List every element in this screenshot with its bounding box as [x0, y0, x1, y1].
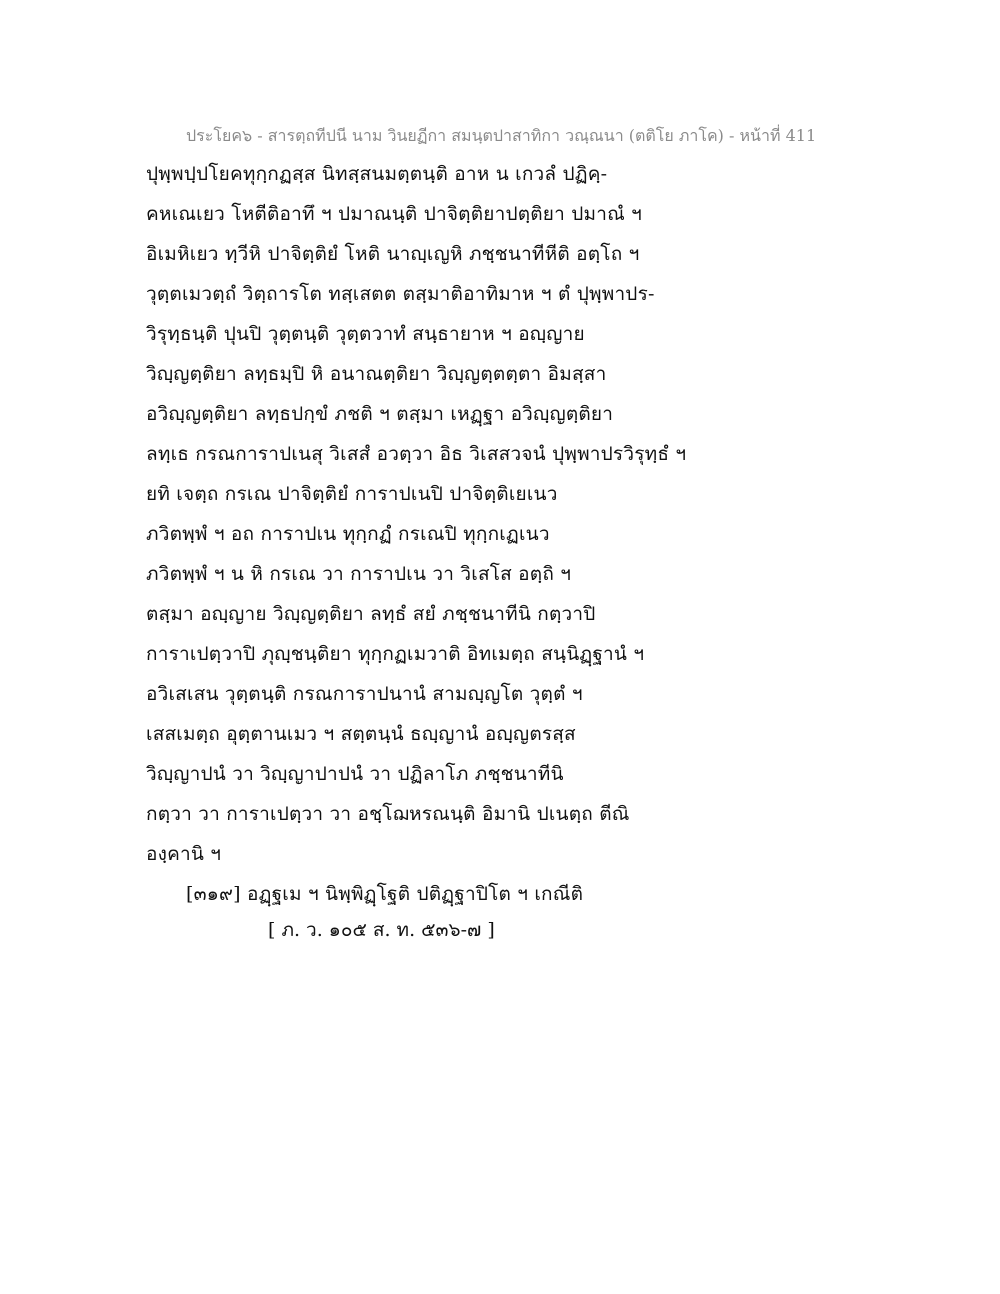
text-line: ลทฺเธ กรณการาปเนสุ วิเสสํ อวตฺวา อิธ วิเสสวจนํ ปุพฺพาปรวิรุทฺธํ ฯ: [146, 443, 687, 465]
text-line: วุตฺตเมวตฺถํ วิตฺถารโต ทสฺเสตต ตสฺมาติอาทิมาห ฯ ตํ ปุพฺพาปร-: [146, 283, 655, 305]
text-line: อิเมหิเยว ทฺวีหิ ปาจิตฺติยํ โหติ นาญฺเญหิ ภชฺชนาทีหีติ อตฺโถ ฯ: [146, 243, 640, 265]
text-line: ตสฺมา อญฺญาย วิญฺญตฺติยา ลทฺธํ สยํ ภชฺชนาทีนิ กตฺวาปิ: [146, 603, 596, 625]
text-line: การาเปตฺวาปิ ภุญฺชนฺติยา ทุกฺกฏเมวาติ อิทเมตฺถ สนฺนิฏฺฐานํ ฯ: [146, 643, 645, 665]
text-line: อวิญฺญตฺติยา ลทฺธปกฺขํ ภชติ ฯ ตสฺมา เหฏฺฐา อวิญฺญตฺติยา: [146, 403, 614, 425]
text-line: ปุพฺพปฺปโยคทุกฺกฏสฺส นิทสฺสนมตฺตนฺติ อาห น เกวลํ ปฏิคฺ-: [146, 163, 608, 185]
text-line: ยทิ เจตฺถ กรเณ ปาจิตฺติยํ การาปเนปิ ปาจิตฺติเยเนว: [146, 483, 558, 505]
citation-reference: [ ภ. ว. ๑๐๕ ส. ท. ๕๓๖-๗ ]: [268, 919, 495, 941]
text-line: คหเณเยว โหตีติอาทึ ฯ ปมาณนฺติ ปาจิตฺติยาปตฺติยา ปมาณํ ฯ: [146, 203, 643, 225]
text-line: ภวิตพฺพํ ฯ น หิ กรเณ วา การาปเน วา วิเสโส อตฺถิ ฯ: [146, 563, 572, 585]
running-header: ประโยค๖ - สารตฺถทีปนี นาม วินยฏีกา สมนฺตปาสาทิกา วณฺณนา (ตติโย ภาโค) - หน้าที่ 411: [186, 126, 817, 145]
body-text: [146, 159, 866, 919]
text-line: วิรุทฺธนฺติ ปุนปิ วุตฺตนฺติ วุตฺตวาทํ สนฺธายาห ฯ อญฺญาย: [146, 323, 585, 345]
text-line: เสสเมตฺถ อุตฺตานเมว ฯ สตฺตนฺนํ ธญฺญานํ อญฺญตรสฺส: [146, 723, 576, 745]
text-line: กตฺวา วา การาเปตฺวา วา อชฺโฌหรณนฺติ อิมานิ ปเนตฺถ ตีณิ: [146, 803, 630, 825]
paragraph-start-line: [๓๑๙] อฏฺฐเม ฯ นิพฺพิฏฺโฐติ ปติฏฺฐาปิโต ฯ เกณีติ: [186, 883, 584, 905]
text-line: ภวิตพฺพํ ฯ อถ การาปเน ทุกฺกฏํ กรเณปิ ทุกฺกเฏเนว: [146, 523, 550, 545]
text-line: วิญฺญตฺติยา ลทฺธมฺปิ หิ อนาณตฺติยา วิญฺญตฺตตฺตา อิมสฺสา: [146, 363, 607, 385]
text-line: วิญฺญาปนํ วา วิญฺญาปาปนํ วา ปฏิลาโภ ภชฺชนาทีนิ: [146, 763, 564, 785]
text-line: องฺคานิ ฯ: [146, 843, 222, 865]
text-line: อวิเสเสน วุตฺตนฺติ กรณการาปนานํ สามญฺญโต วุตฺตํ ฯ: [146, 683, 583, 705]
